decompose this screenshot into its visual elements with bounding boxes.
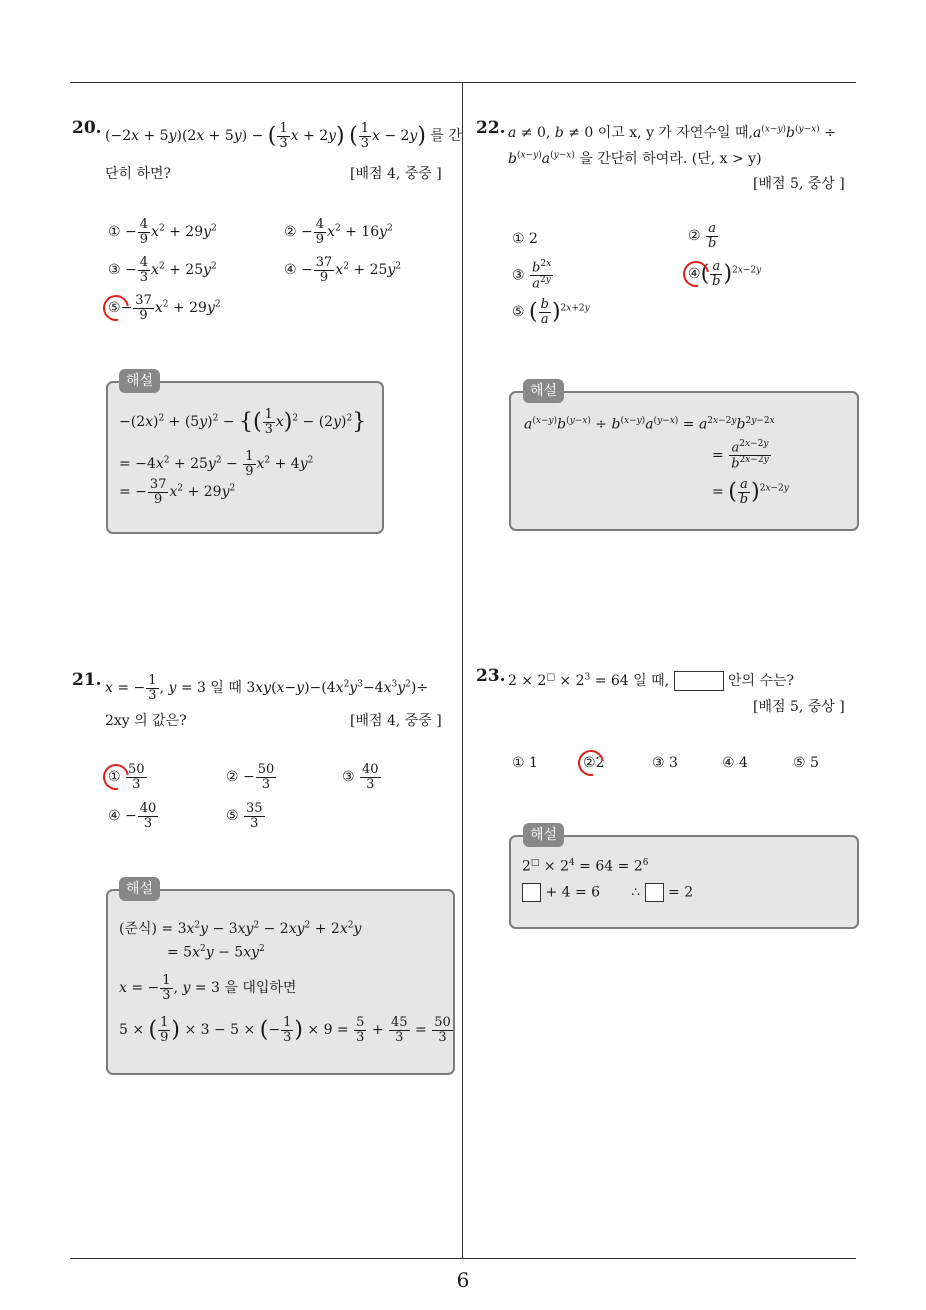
choice-1[interactable]: ① 2 bbox=[512, 231, 538, 247]
choice-5[interactable]: ⑤− $\frac{37}{9}$ $x^2 + 29y^2$ bbox=[108, 294, 221, 322]
choice-4[interactable]: ④( $\frac{a}{b}$ )$^{2x-2y}$ bbox=[688, 260, 761, 288]
blank-box bbox=[674, 671, 724, 691]
page-number: 6 bbox=[456, 1268, 470, 1292]
choice-3[interactable]: ③ $\frac{b^{2x}}{a^{2y}}$ bbox=[512, 259, 552, 292]
solution-line-2: = $-4x^2 + 25y^2$ − $\frac{1}{9}$ $x^2 + 4y^2$ bbox=[119, 449, 314, 479]
solution-tag: 해설 bbox=[523, 823, 564, 847]
solution-line-2: + 4 = 6 ∴ = 2 bbox=[522, 883, 693, 902]
choice-5[interactable]: ⑤ $\frac{35}{3}$ bbox=[226, 801, 263, 831]
selected-answer-marker: ① bbox=[108, 769, 121, 785]
choice-5[interactable]: ⑤ ( $\frac{b}{a}$ )$^{2x+2y}$ bbox=[512, 297, 590, 327]
question-number: 20. bbox=[72, 118, 102, 138]
column-divider bbox=[462, 83, 463, 1258]
red-circle-icon bbox=[98, 290, 134, 326]
selected-answer-marker: ⑤ bbox=[108, 300, 121, 316]
solution-line-1: $2^□ \times 2^4 = 64 = 2^6$ bbox=[522, 858, 649, 875]
choice-4[interactable]: ④ − $\frac{37}{9}$ $x^2 + 25y^2$ bbox=[284, 255, 402, 285]
question-number: 21. bbox=[72, 670, 102, 690]
selected-answer-marker: ④ bbox=[688, 266, 701, 282]
choice-2[interactable]: ② − $\frac{4}{9}$ $x^2 + 16y^2$ bbox=[284, 217, 393, 247]
choice-2[interactable]: ② − $\frac{50}{3}$ bbox=[226, 762, 275, 792]
solution-line-2: = $\frac{a^{2x-2y}}{b^{2x-2y}}$ bbox=[712, 439, 769, 472]
footer-rule bbox=[70, 1258, 856, 1259]
choice-4[interactable]: ④ − $\frac{40}{3}$ bbox=[108, 801, 157, 831]
question-20-stem-line2: 단히 하면? bbox=[105, 166, 172, 182]
question-22-stem-line2: $b^{(x-y)}a^{(y-x)}$ 을 간단히 하여라. (단, x > y) bbox=[508, 150, 762, 167]
solution-tag: 해설 bbox=[523, 379, 564, 403]
red-circle-icon bbox=[573, 745, 609, 781]
choice-2[interactable]: ②2 bbox=[583, 755, 604, 771]
choice-3[interactable]: ③ $\frac{40}{3}$ bbox=[342, 762, 379, 792]
question-number: 22. bbox=[476, 118, 506, 138]
choice-5[interactable]: ⑤ 5 bbox=[793, 755, 819, 771]
solution-line-1: $-(2x)^2 + (5y)^2$ − {( $\frac{1}{3}$ $x)^2 - (2y)^2$} bbox=[119, 407, 367, 437]
solution-line-2: = $5x^2y - 5xy^2$ bbox=[167, 944, 265, 961]
question-number: 23. bbox=[476, 666, 506, 686]
solution-line-3: = − $\frac{37}{9}$ $x^2 + 29y^2$ bbox=[119, 477, 236, 507]
header-rule bbox=[70, 82, 856, 83]
question-20-stem-line1: (−2x + 5y)(2x + 5y) − ( $\frac{1}{3}$ x + 2y) ( $\frac{1}{3}$ x − 2y) 를 간 bbox=[105, 121, 462, 151]
solution-line-3: x = − $\frac{1}{3}$ , y = 3 을 대입하면 bbox=[119, 973, 297, 1003]
choice-4[interactable]: ④ 4 bbox=[722, 755, 748, 771]
question-21-stem-line2: 2xy 의 값은? bbox=[105, 713, 187, 729]
choice-3[interactable]: ③ − $\frac{4}{3}$ $x^2 + 25y^2$ bbox=[108, 255, 217, 285]
question-22-stem-line1: a ≠ 0, b ≠ 0 이고 x, y 가 자연수일 때$,a^{(x-y)}b^{(y-x)}$ ÷ bbox=[508, 124, 836, 141]
question-23-meta: [배점 5, 중상 ] bbox=[753, 699, 845, 715]
solution-line-1: $a^{(x-y)}b^{(y-x)} \div b^{(x-y)}a^{(y-x)} = a^{2x-2y}b^{2y-2x}$ bbox=[524, 416, 775, 433]
choice-1[interactable]: ① − $\frac{4}{9}$ $x^2 + 29y^2$ bbox=[108, 217, 217, 247]
question-23-stem-line1: $2 \times 2^□ \times 2^3 = 64$ 일 때, 안의 수는? bbox=[508, 672, 795, 689]
blank-square bbox=[522, 883, 541, 902]
solution-box bbox=[509, 391, 859, 531]
question-20-meta: [배점 4, 중중 ] bbox=[350, 166, 442, 182]
solution-line-4: 5 × ( $\frac{1}{9}$ ) × 3 − 5 × (− $\frac{1}{3}$ ) × 9 = $\frac{5}{3}$ + $\frac{45}{3}$ = $\frac{50}{3}$ bbox=[119, 1015, 451, 1045]
solution-line-1: (준식) = $3x^2y - 3xy^2 - 2xy^2 + 2x^2y$ bbox=[119, 920, 362, 937]
solution-tag: 해설 bbox=[119, 369, 160, 393]
choice-2[interactable]: ② $\frac{a}{b}$ bbox=[688, 221, 717, 251]
question-22-meta: [배점 5, 중상 ] bbox=[753, 176, 845, 192]
solution-box bbox=[509, 835, 859, 929]
choice-3[interactable]: ③ 3 bbox=[652, 755, 678, 771]
solution-tag: 해설 bbox=[119, 877, 160, 901]
choice-1[interactable]: ① 1 bbox=[512, 755, 538, 771]
blank-square bbox=[645, 883, 664, 902]
choice-1[interactable]: ① $\frac{50}{3}$ bbox=[108, 763, 148, 791]
question-21-meta: [배점 4, 중중 ] bbox=[350, 713, 442, 729]
question-21-stem-line1: x = − $\frac{1}{3}$ , y = 3 일 때 $3xy(x-y)-(4x^2y^3-4x^3y^2)\div$ bbox=[105, 673, 429, 703]
solution-line-3: = ( $\frac{a}{b}$ )$^{2x-2y}$ bbox=[712, 477, 789, 507]
selected-answer-marker: ② bbox=[583, 755, 596, 771]
